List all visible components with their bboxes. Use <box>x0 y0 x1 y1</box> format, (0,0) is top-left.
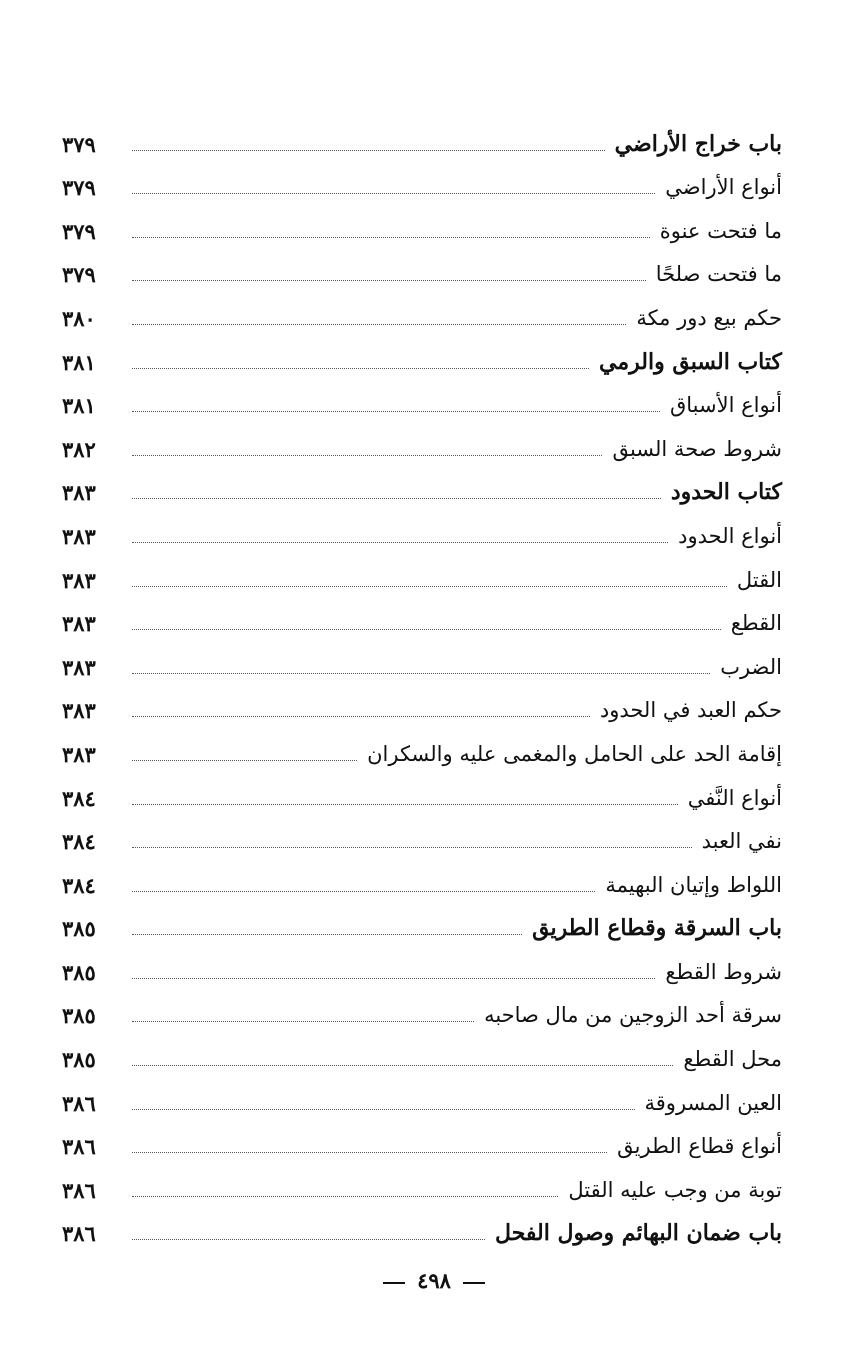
dot-leader <box>132 324 626 325</box>
dot-leader <box>132 1239 485 1240</box>
toc-entry <box>62 815 782 859</box>
toc-entry-title: العين المسروقة <box>644 1090 782 1115</box>
footer-dash <box>383 1282 405 1284</box>
toc-page-number: ٣٧٩ <box>62 175 96 201</box>
toc-entry-title: شروط صحة السبق <box>612 436 782 461</box>
dot-leader <box>132 280 646 281</box>
dot-leader <box>132 1109 635 1110</box>
dot-leader <box>132 629 721 630</box>
toc-entry-title: أنواع النَّفي <box>687 785 782 810</box>
toc-entry <box>62 379 782 423</box>
toc-entry-title: توبة من وجب عليه القتل <box>568 1177 782 1202</box>
toc-entry <box>62 466 782 510</box>
toc-page-number: ٣٨٣ <box>62 741 96 767</box>
dot-leader <box>132 237 650 238</box>
toc-page-number: ٣٨٥ <box>62 1047 96 1073</box>
toc-entry <box>62 117 782 161</box>
dot-leader <box>132 1196 558 1197</box>
dot-leader <box>132 411 660 412</box>
toc-page-number: ٣٨٦ <box>62 1177 96 1203</box>
toc-entry <box>62 597 782 641</box>
toc-entry-title: شروط القطع <box>665 959 782 984</box>
toc-page-number: ٣٨٤ <box>62 829 96 855</box>
dot-leader <box>132 716 590 717</box>
toc-entry-title: محل القطع <box>683 1047 782 1072</box>
toc-entry-title: أنواع قطاع الطريق <box>617 1134 782 1159</box>
toc-entry <box>62 771 782 815</box>
toc-entry <box>62 727 782 771</box>
toc-page-number: ٣٨٣ <box>62 480 96 506</box>
toc-page-number: ٣٧٩ <box>62 131 96 157</box>
toc-page-number: ٣٨٣ <box>62 523 96 549</box>
toc-page-number: ٣٨٥ <box>62 1003 96 1029</box>
dot-leader <box>132 498 661 499</box>
toc-entry <box>62 422 782 466</box>
toc-entry-title: باب السرقة وقطاع الطريق <box>532 915 782 942</box>
dot-leader <box>132 1021 474 1022</box>
toc-entry-title: اللواط وإتيان البهيمة <box>605 872 782 897</box>
toc-entry <box>62 553 782 597</box>
toc-entry <box>62 989 782 1033</box>
toc-entry <box>62 335 782 379</box>
footer-dash <box>463 1282 485 1284</box>
toc-page-number: ٣٨٥ <box>62 916 96 942</box>
toc-page-number: ٣٨٣ <box>62 567 96 593</box>
toc-entry-title: ما فتحت عنوة <box>659 218 782 243</box>
toc-entry <box>62 945 782 989</box>
toc-entry <box>62 684 782 728</box>
page-number: ٤٩٨ <box>417 1268 451 1293</box>
toc-page-number: ٣٨٥ <box>62 959 96 985</box>
dot-leader <box>132 586 727 587</box>
dot-leader <box>132 368 589 369</box>
table-of-contents <box>62 117 782 1250</box>
toc-entry-title: سرقة أحد الزوجين من مال صاحبه <box>484 1003 782 1028</box>
toc-entry-title: القطع <box>730 611 782 636</box>
toc-page-number: ٣٧٩ <box>62 218 96 244</box>
toc-entry <box>62 858 782 902</box>
toc-entry <box>62 291 782 335</box>
toc-page-number: ٣٨٦ <box>62 1221 96 1247</box>
toc-entry <box>62 902 782 946</box>
toc-entry-title: أنواع الأسباق <box>669 393 782 418</box>
dot-leader <box>132 673 710 674</box>
page-footer <box>0 1268 868 1293</box>
toc-entry-title: ما فتحت صلحًا <box>655 262 782 287</box>
toc-entry-title: باب ضمان البهائم وصول الفحل <box>495 1220 782 1247</box>
toc-page-number: ٣٨٣ <box>62 698 96 724</box>
toc-page-number: ٣٨٣ <box>62 611 96 637</box>
dot-leader <box>132 978 655 979</box>
toc-page-number: ٣٨٠ <box>62 305 96 331</box>
toc-entry-title: كتاب السبق والرمي <box>599 348 782 375</box>
toc-entry <box>62 1207 782 1251</box>
toc-entry <box>62 1076 782 1120</box>
toc-entry-title: الضرب <box>720 654 782 679</box>
toc-entry <box>62 1120 782 1164</box>
toc-entry <box>62 1032 782 1076</box>
dot-leader <box>132 150 605 151</box>
dot-leader <box>132 193 655 194</box>
dot-leader <box>132 1065 673 1066</box>
toc-page-number: ٣٨١ <box>62 349 96 375</box>
toc-page-number: ٣٨٢ <box>62 436 96 462</box>
toc-entry-title: حكم بيع دور مكة <box>636 305 782 330</box>
dot-leader <box>132 934 522 935</box>
toc-page-number: ٣٨٣ <box>62 654 96 680</box>
toc-entry <box>62 248 782 292</box>
toc-entry <box>62 640 782 684</box>
toc-entry-title: إقامة الحد على الحامل والمغمى عليه والسكران <box>367 741 782 766</box>
toc-entry-title: أنواع الحدود <box>678 523 782 548</box>
toc-page-number: ٣٨٦ <box>62 1090 96 1116</box>
toc-entry-title: أنواع الأراضي <box>665 175 782 200</box>
dot-leader <box>132 1152 607 1153</box>
dot-leader <box>132 542 668 543</box>
toc-entry <box>62 204 782 248</box>
toc-entry-title: باب خراج الأراضي <box>614 130 782 157</box>
dot-leader <box>132 804 678 805</box>
toc-page-number: ٣٨١ <box>62 393 96 419</box>
toc-page-number: ٣٧٩ <box>62 262 96 288</box>
dot-leader <box>132 847 692 848</box>
dot-leader <box>132 891 595 892</box>
toc-entry <box>62 509 782 553</box>
toc-page-number: ٣٨٦ <box>62 1134 96 1160</box>
toc-page-number: ٣٨٤ <box>62 785 96 811</box>
toc-entry-title: كتاب الحدود <box>670 479 782 506</box>
toc-entry <box>62 161 782 205</box>
dot-leader <box>132 760 357 761</box>
toc-page-number: ٣٨٤ <box>62 872 96 898</box>
dot-leader <box>132 455 602 456</box>
toc-entry-title: القتل <box>736 567 782 592</box>
toc-entry <box>62 1163 782 1207</box>
toc-entry-title: حكم العبد في الحدود <box>599 698 782 723</box>
toc-entry-title: نفي العبد <box>701 829 782 854</box>
